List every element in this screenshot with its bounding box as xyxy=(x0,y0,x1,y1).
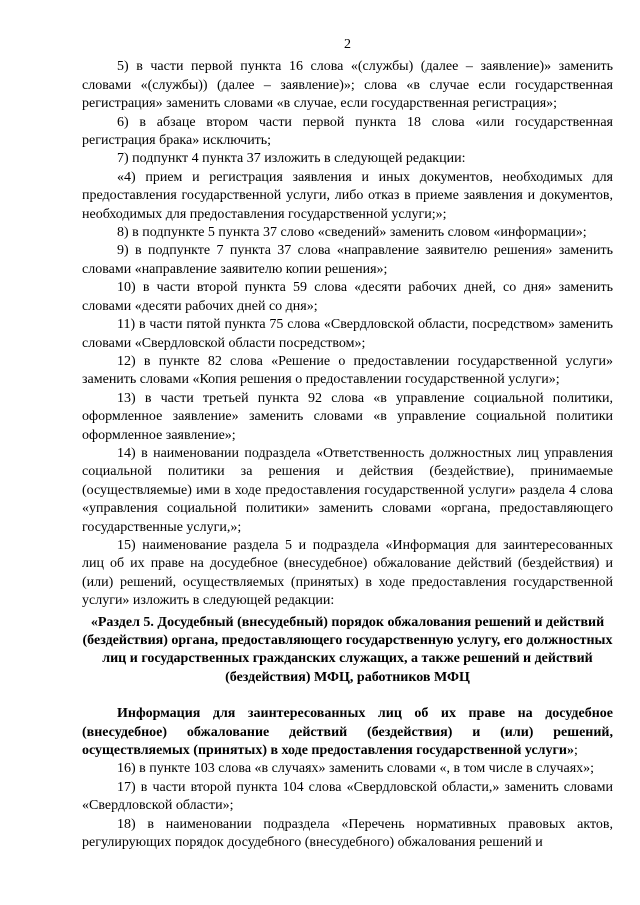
list-item: 11) в части пятой пункта 75 слова «Свердловской области, посредством» заменить словами «Свердловской области посредством»; xyxy=(82,317,613,351)
document-page xyxy=(82,36,613,852)
list-item: 7) подпункт 4 пункта 37 изложить в следующей редакции: xyxy=(117,151,466,167)
blank-line xyxy=(82,687,613,705)
list-item: 6) в абзаце втором части первой пункта 18 слова «или государственная регистрация брака» исключить; xyxy=(82,114,613,149)
list-item: 13) в части третьей пункта 92 слова «в управление социальной политики, оформленное заявление» заменить словами «в управление социальной политики оформленное заявление»; xyxy=(82,390,613,443)
list-item: 18) в наименовании подраздела «Перечень нормативных правовых актов, регулирующих порядок досудебного (внесудебного) обжалования решений и xyxy=(82,816,613,851)
section-heading: «Раздел 5. Досудебный (внесудебный) порядок обжалования решений и действий (бездействия) органа, предоставляющего государственную услугу, его должностных лиц и государственных гражданских служащих, а также решений и действий (бездействия) МФЦ, работников МФЦ xyxy=(82,614,613,685)
list-item: 14) в наименовании подраздела «Ответственность должностных лиц управления социальной политики за решения и действия (бездействие), принимаемые (осуществляемые) ими в ходе предоставления государственной услуги» раздела 4 слова «управления социальной политики» заменить словами «органа, предоставляющего государственные услуги,»; xyxy=(82,445,613,535)
list-item: 9) в подпункте 7 пункта 37 слова «направление заявителю решения» заменить словами «направление заявителю копии решения»; xyxy=(82,243,613,277)
list-item: «4) прием и регистрация заявления и иных документов, необходимых для предоставления государственной услуги, либо отказ в приеме заявления и документов, необходимых для предоставления государственной услуги;»; xyxy=(82,169,613,222)
page-number: 2 xyxy=(344,37,351,52)
list-item: 12) в пункте 82 слова «Решение о предоставлении государственной услуги» заменить словами «Копия решения о предоставлении государственной услуги»; xyxy=(82,353,613,388)
info-heading xyxy=(82,705,613,760)
list-item: 15) наименование раздела 5 и подраздела «Информация для заинтересованных лиц об их праве на досудебное (внесудебное) обжалование действий (бездействия) и (или) решений, осуществляемых (принятых) в ходе предоставления государственной услуги» изложить в следующей редакции: xyxy=(82,537,613,609)
list-item: 8) в подпункте 5 пункта 37 слово «сведений» заменить словом «информации»; xyxy=(117,225,587,241)
list-item: 16) в пункте 103 слова «в случаях» заменить словами «, в том числе в случаях»; xyxy=(117,761,595,777)
info-heading-tail: ; xyxy=(573,743,578,759)
list-item: 17) в части второй пункта 104 слова «Свердловской области,» заменить словами «Свердловской области»; xyxy=(82,779,613,814)
list-item: 10) в части второй пункта 59 слова «десяти рабочих дней, со дня» заменить словами «десяти рабочих дней со дня»; xyxy=(82,280,613,314)
list-item: 5) в части первой пункта 16 слова «(службы) (далее – заявление)» заменить словами «(службы)) (далее – заявление)»; слова «в случае если государственная регистрация» заменить словами «в случае, если государственная регистрация»; xyxy=(82,59,613,112)
info-heading-text: Информация для заинтересованных лиц об их праве на досудебное (внесудебное) обжалование действий (бездействия) и (или) решений, осуществляемых (принятых) в ходе предоставления государственной услуги» xyxy=(82,706,613,759)
